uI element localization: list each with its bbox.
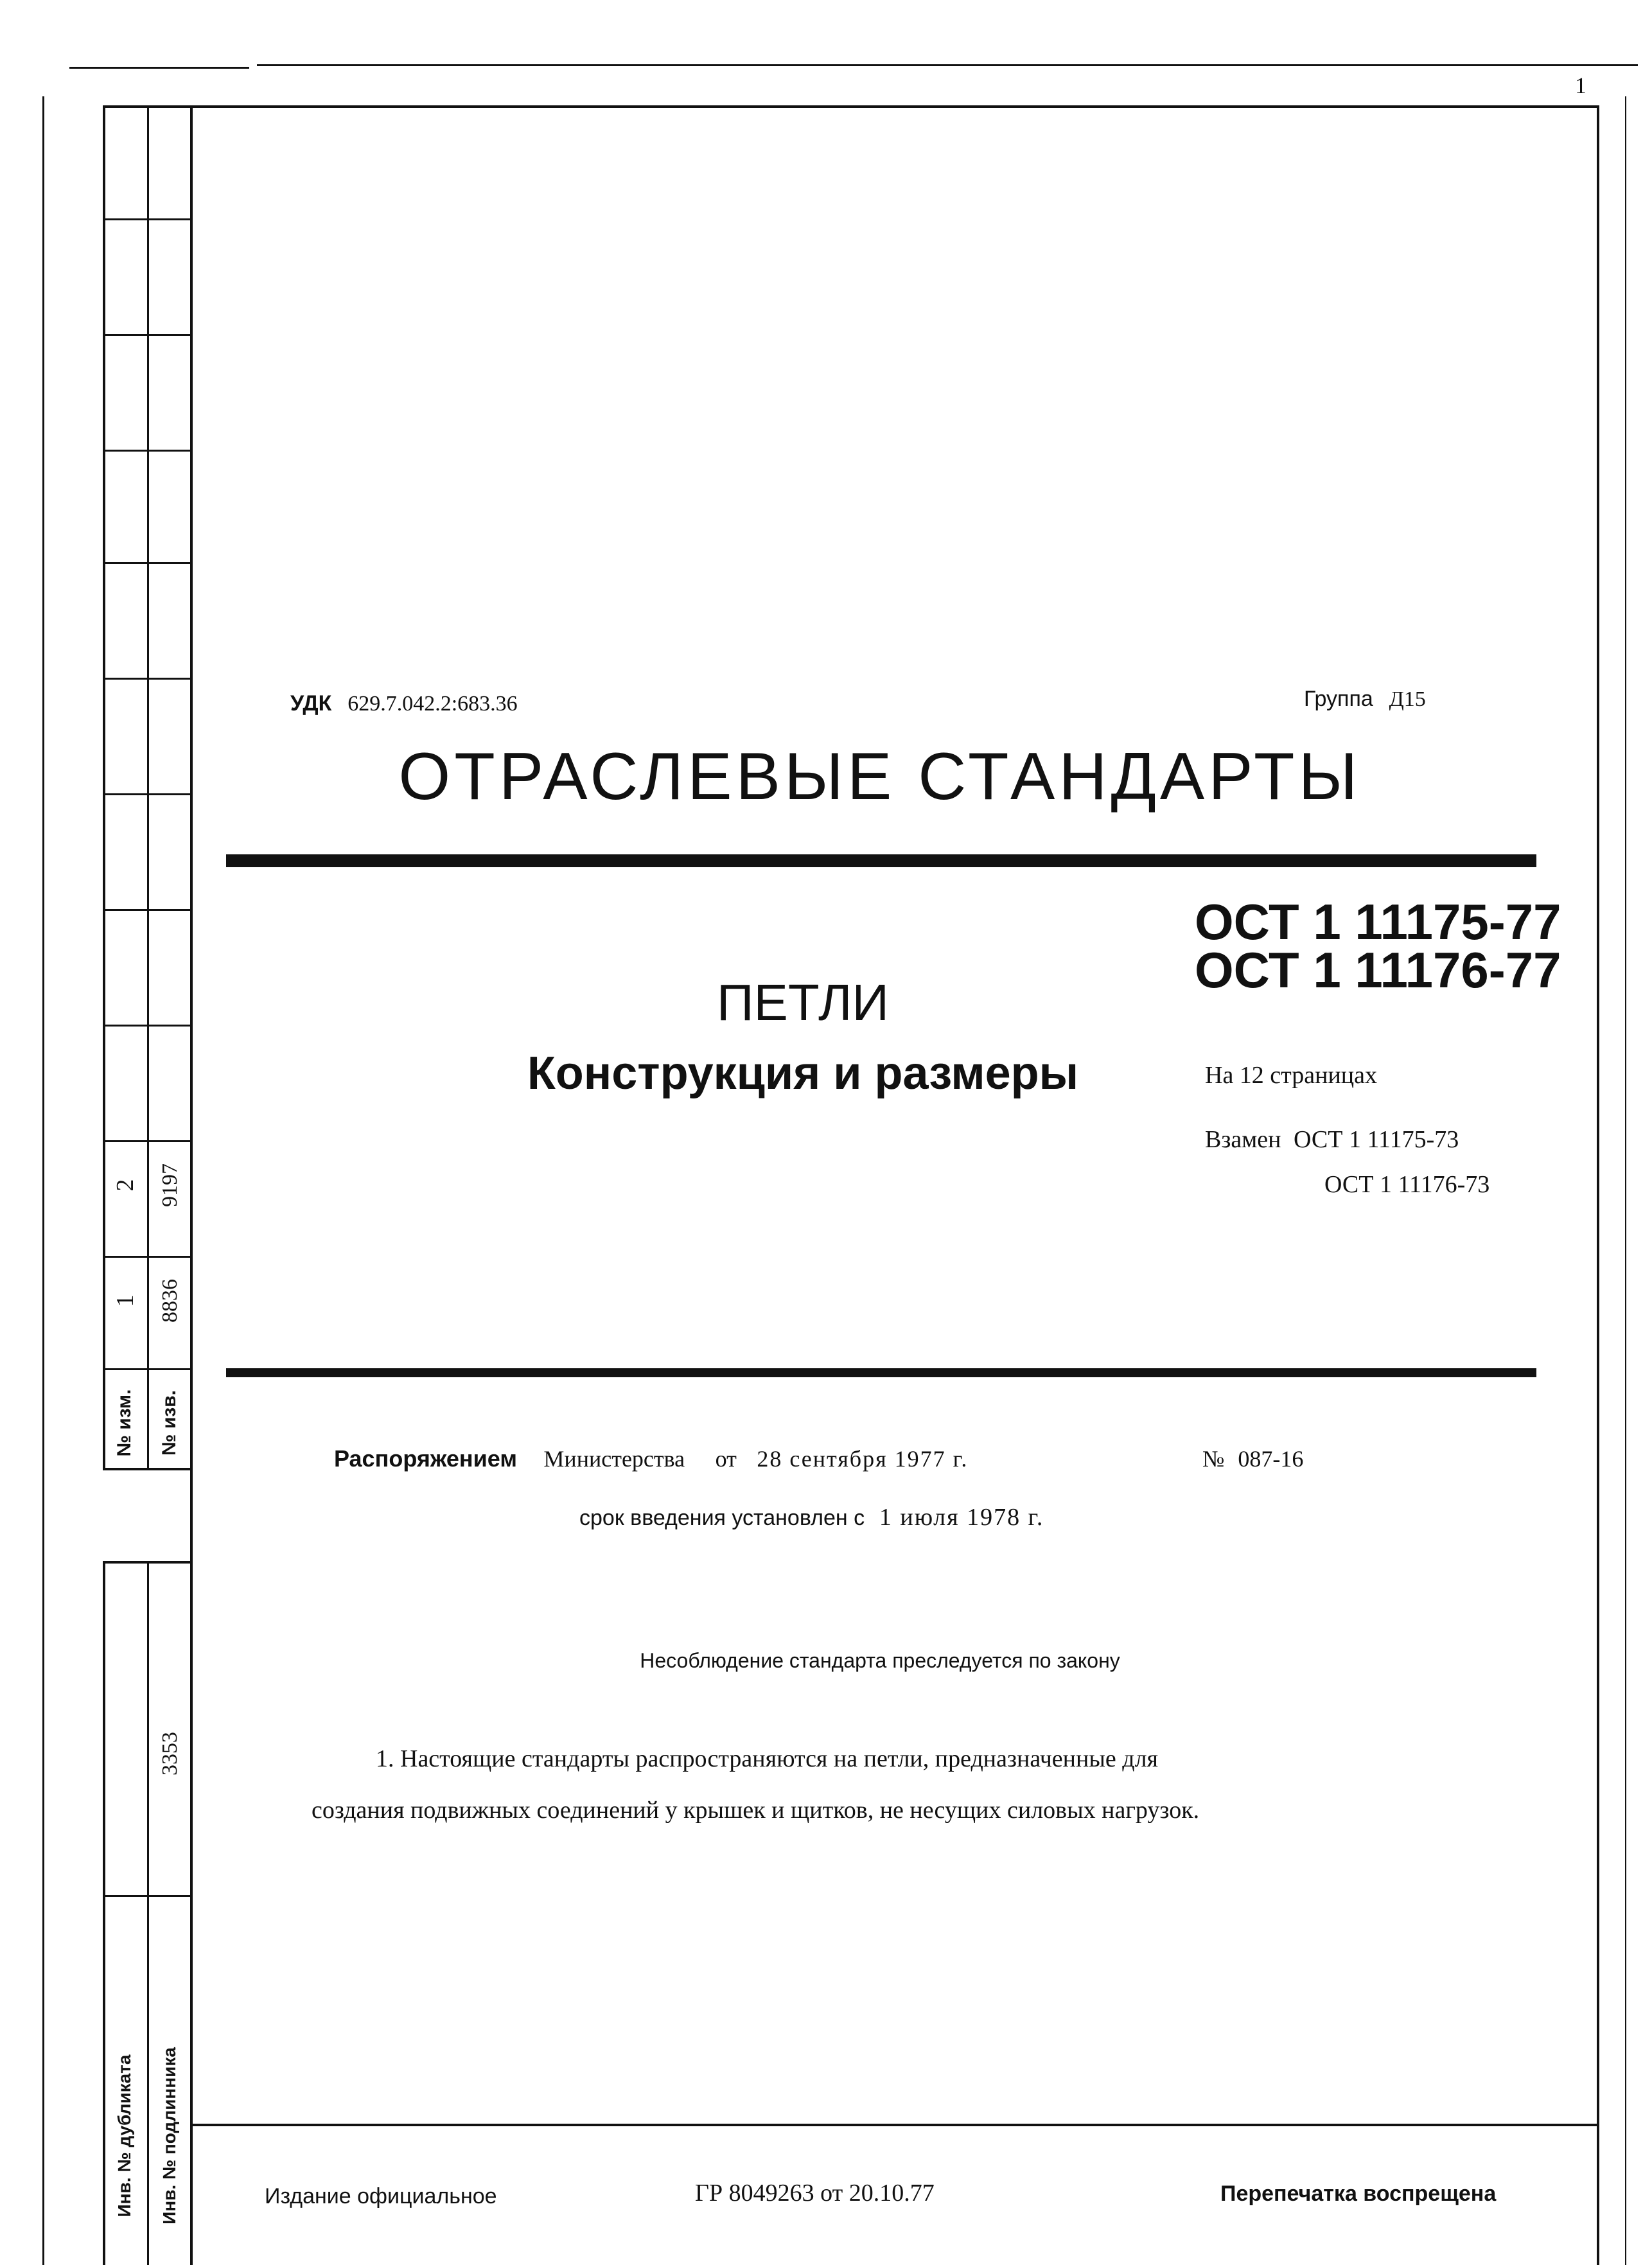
order-number-line	[1202, 1445, 1303, 1472]
replaces-code-1: ОСТ 1 11175-73	[1293, 1126, 1459, 1153]
side-lower-mid	[103, 1895, 190, 1897]
footer-edition: Издание официальное	[265, 2184, 497, 2208]
footer-registration: ГР 8049263 от 20.10.77	[695, 2180, 935, 2207]
order-number-label: №	[1202, 1446, 1225, 1472]
side-lower-divider	[147, 1561, 149, 2265]
side-lower-top	[103, 1561, 190, 1564]
inv-duplicate-label: Инв. № дубликата	[114, 2054, 134, 2217]
side-grid-bottom	[103, 1468, 190, 1470]
group-label: Группа	[1304, 687, 1373, 711]
inv-original-label: Инв. № подлинника	[159, 2047, 179, 2225]
frame-right-border	[1597, 105, 1599, 2265]
side-grid-line	[103, 678, 190, 680]
top-rule-left	[69, 67, 249, 69]
change-number-2: 2	[112, 1179, 139, 1192]
order-date: 28 сентября 1977 г.	[757, 1446, 969, 1472]
frame-left-border	[103, 105, 105, 1470]
change-no-label: № изм.	[114, 1389, 135, 1457]
main-title: ОТРАСЛЕВЫЕ СТАНДАРТЫ	[398, 739, 1362, 814]
side-grid-line	[103, 793, 190, 795]
thick-rule-top	[226, 854, 1536, 867]
clause-1-line-1: 1. Настоящие стандарты распространяются на петли, предназначенные для	[376, 1745, 1159, 1772]
udk-label: УДК	[290, 691, 332, 716]
doc-no-label: № изв.	[159, 1390, 180, 1456]
order-from: от	[715, 1446, 737, 1472]
side-grid-line	[103, 218, 190, 220]
order-number: 087-16	[1238, 1446, 1304, 1472]
inv-original-number: 3353	[158, 1732, 182, 1776]
side-grid-line	[103, 909, 190, 911]
subject-subtitle: Конструкция и размеры	[527, 1048, 1079, 1099]
replaces-code-2: ОСТ 1 11176-73	[1324, 1171, 1490, 1198]
replaces-label: Взамен	[1205, 1126, 1281, 1153]
udk-line	[290, 691, 518, 716]
group-value: Д15	[1389, 687, 1426, 711]
thick-rule-bottom	[226, 1368, 1536, 1377]
side-grid-line	[103, 562, 190, 564]
order-ministry: Министерства	[543, 1446, 685, 1472]
side-grid-line	[103, 1140, 190, 1142]
side-grid-line	[103, 1256, 190, 1258]
standard-code-1: ОСТ 1 11175-77	[1195, 894, 1561, 950]
side-lower-left	[103, 1561, 105, 2265]
frame-inner-left-border	[190, 105, 193, 2265]
frame-col-divider	[147, 105, 149, 1470]
effective-label: срок введения установлен с	[579, 1506, 865, 1530]
pages-info: На 12 страницах	[1205, 1062, 1377, 1089]
top-rule-right	[257, 64, 1638, 66]
clause-1-line-2: создания подвижных соединений у крышек и щитков, не несущих силовых нагрузок.	[312, 1797, 1200, 1824]
replaces-line	[1205, 1125, 1459, 1154]
effective-date: 1 июля 1978 г.	[879, 1504, 1044, 1531]
group-line	[1304, 686, 1426, 712]
udk-value: 629.7.042.2:683.36	[347, 692, 518, 716]
frame-top-border	[103, 105, 1599, 108]
page-number: 1	[1575, 73, 1586, 98]
side-grid-line	[103, 334, 190, 336]
effective-line	[579, 1503, 1044, 1531]
order-label: Распоряжением	[334, 1445, 517, 1472]
subject-title: ПЕТЛИ	[717, 974, 889, 1031]
page-right-edge	[1625, 96, 1626, 2265]
footer-rule	[190, 2124, 1599, 2126]
outer-left-border	[42, 96, 44, 2265]
footer-reprint: Перепечатка воспрещена	[1220, 2181, 1497, 2206]
law-notice: Несоблюдение стандарта преследуется по закону	[640, 1649, 1120, 1672]
standard-code-2: ОСТ 1 11176-77	[1195, 942, 1561, 998]
doc-number-2: 9197	[158, 1163, 182, 1207]
side-grid-line	[103, 450, 190, 452]
change-number-1: 1	[112, 1294, 139, 1307]
side-grid-line	[103, 1025, 190, 1027]
doc-number-1: 8836	[158, 1279, 182, 1323]
order-line	[334, 1445, 968, 1472]
side-grid-line	[103, 1368, 190, 1370]
